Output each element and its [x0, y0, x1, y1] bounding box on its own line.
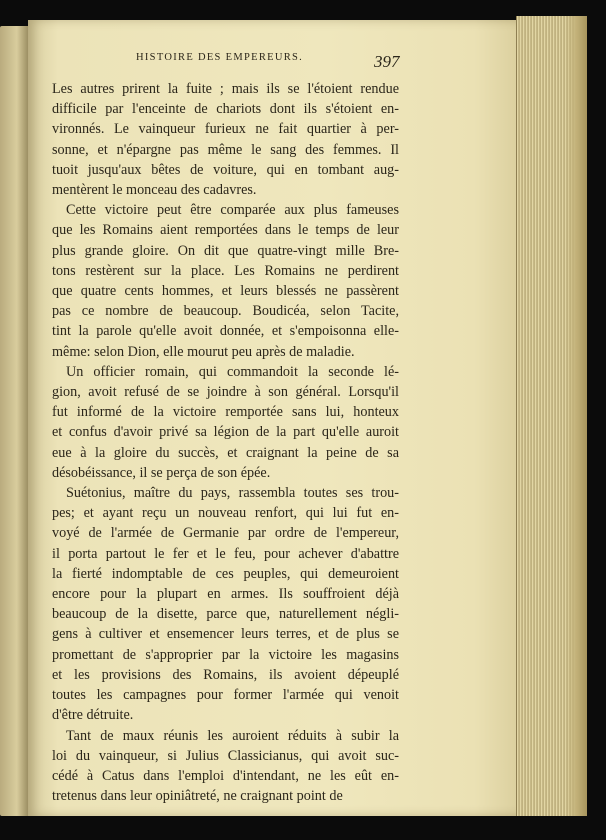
paragraph: [52, 362, 399, 483]
text-line: pes; et ayant reçu un nouveau renfort, qui lui fut en-: [52, 505, 399, 522]
text-line: voyé de l'armée de Germanie par ordre de l'empereur,: [52, 525, 399, 542]
paragraph: [52, 79, 399, 200]
paragraph: [52, 483, 399, 725]
text-line: vironnés. Le vainqueur furieux ne fait quartier à per-: [52, 121, 399, 138]
text-line: la fierté indomptable de ces peuples, qui demeuroient: [52, 565, 399, 582]
text-line: tuoit jusqu'aux bêtes de voiture, qui en tombant aug-: [52, 161, 399, 178]
text-line: promettant de s'approprier par la victoire les magasins: [52, 646, 399, 663]
text-line: plus grande gloire. On dit que quatre-vingt mille Bre-: [52, 242, 399, 259]
text-line: tons restèrent sur la place. Les Romains ne perdirent: [52, 262, 399, 279]
text-line: toutes les campagnes pour former l'armée qui venoit: [52, 687, 399, 704]
text-line: Les autres prirent la fuite ; mais ils se l'étoient rendue: [52, 81, 399, 97]
text-line: fut informé de la victoire remportée sans lui, honteux: [52, 404, 399, 421]
text-line: loi du vainqueur, si Julius Classicianus, qui avoit suc-: [52, 747, 399, 764]
text-line: pas ce nombre de beaucoup. Boudicéa, selon Tacite,: [52, 303, 399, 320]
text-line: gens à cultiver et ensemencer leurs terres, et de plus se: [52, 626, 399, 643]
text-line: et les provisions des Romains, ils avoient dépeuplé: [52, 666, 399, 683]
text-line: d'être détruite.: [52, 707, 134, 724]
text-line: désobéissance, il se perça de son épée.: [52, 464, 271, 481]
text-line: Un officier romain, qui commandoit la seconde lé-: [66, 363, 399, 380]
text-line: que quatre cents hommes, et leurs blessés ne passèrent: [52, 283, 399, 300]
text-line: tint la parole qu'elle avoit donnée, et s'empoisonna elle-: [52, 323, 399, 340]
text-line: tretenus dans leur opiniâtreté, ne craignant point de: [52, 788, 343, 805]
page-fore-edge: [516, 16, 587, 816]
text-line: Cette victoire peut être comparée aux plus fameuses: [66, 202, 399, 219]
text-line: même: selon Dion, elle mourut peu après de maladie.: [52, 343, 355, 360]
page-number: 397: [374, 52, 400, 71]
text-line: difficile par l'enceinte de chariots dont ils s'étoient en-: [52, 101, 399, 118]
body-text: [52, 79, 399, 806]
text-line: eue à la gloire du succès, et craignant la peine de sa: [52, 444, 399, 461]
text-line: beaucoup de la disette, parce que, naturellement négli-: [52, 606, 399, 623]
text-line: encore pour la plupart en armes. Ils souffroient déjà: [52, 586, 399, 603]
paragraph: [52, 726, 399, 807]
text-line: il porta partout le fer et le feu, pour achever d'abattre: [52, 545, 399, 562]
text-line: sonne, et n'épargne pas même le sang des femmes. Il: [52, 141, 399, 158]
paragraph: [52, 200, 399, 362]
facing-page-edge: [0, 26, 28, 816]
text-line: et confus d'avoir privé sa légion de la part qu'elle auroit: [52, 424, 399, 441]
text-line: gion, avoit refusé de se joindre à son général. Lorsqu'il: [52, 384, 399, 401]
text-line: que les Romains aient remportées dans le temps de leur: [52, 222, 399, 239]
text-line: mentèrent le monceau des cadavres.: [52, 182, 257, 199]
running-header: HISTOIRE DES EMPEREURS.: [136, 52, 304, 63]
text-line: cédé à Catus dans l'emploi d'intendant, ne les eût en-: [52, 767, 399, 784]
text-line: Suétonius, maître du pays, rassembla toutes ses trou-: [66, 485, 399, 502]
text-line: Tant de maux réunis les auroient réduits à subir la: [66, 727, 399, 744]
